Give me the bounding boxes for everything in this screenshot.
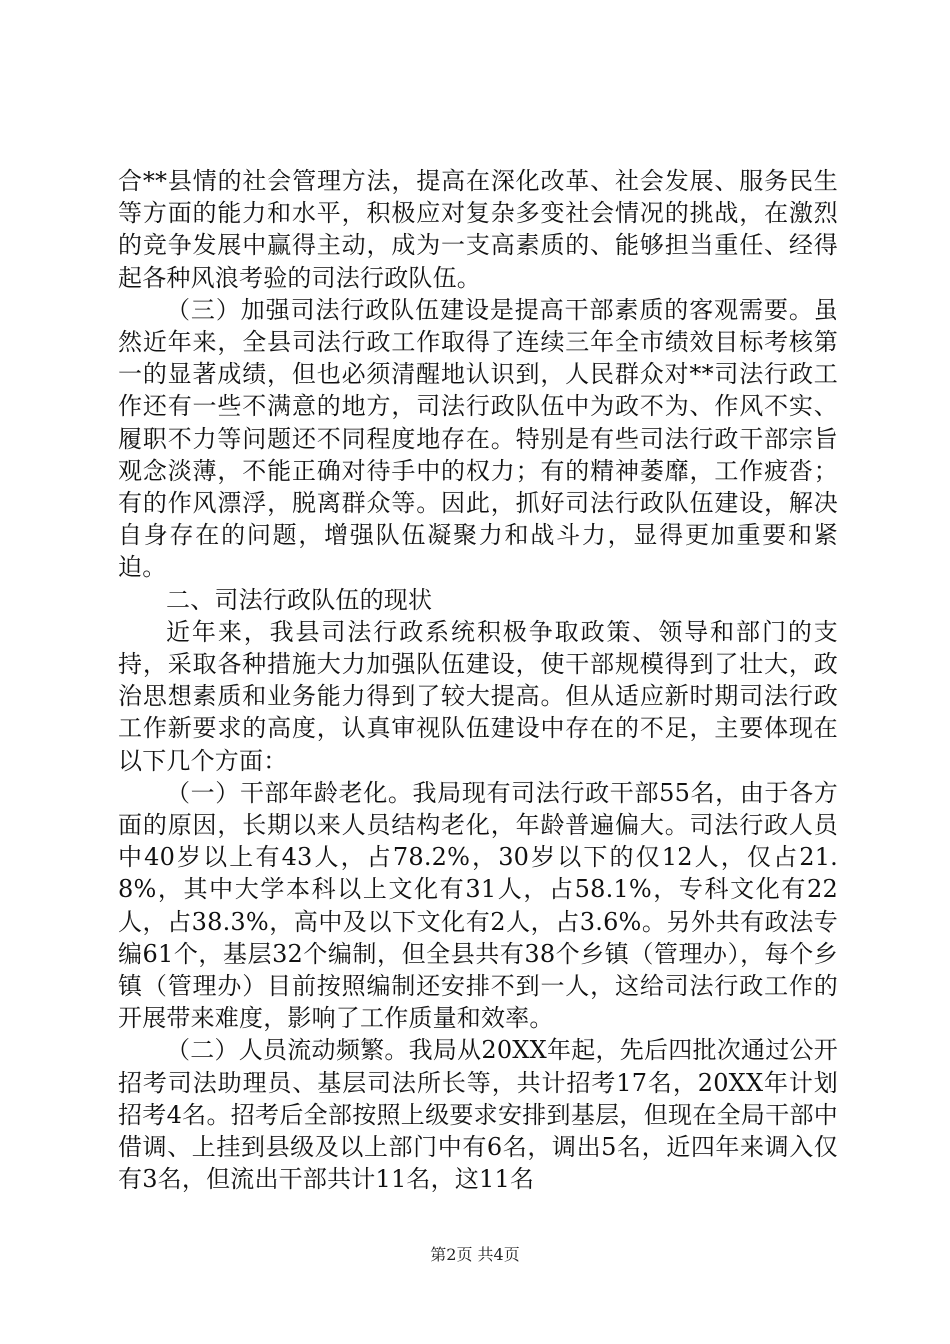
paragraph-section-three: （三）加强司法行政队伍建设是提高干部素质的客观需要。虽然近年来，全县司法行政工作取得了连续三年全市绩效目标考核第一的显著成绩，但也必须清醒地认识到，人民群众对**司法行政工作还有一些不满意的地方，司法行政队伍中为政不为、作风不实、履职不力等问题还不同程度地存在。特别是有些司法行政干部宗旨观念淡薄，不能正确对待手中的权力；有的精神萎靡，工作疲沓；有的作风漂浮，脱离群众等。因此，抓好司法行政队伍建设，解决自身存在的问题，增强队伍凝聚力和战斗力，显得更加重要和紧迫。 [118, 295, 838, 582]
paragraph-item-one: （一）干部年龄老化。我局现有司法行政干部55名，由于各方面的原因，长期以来人员结构老化，年龄普遍偏大。司法行政人员中40岁以上有43人，占78.2%，30岁以下的仅12人，仅占21.8%，其中大学本科以上文化有31人，占58.1%，专科文化有22人，占38.3%，高中及以下文化有2人，占3.6%。另外共有政法专编61个，基层32个编制，但全县共有38个乡镇（管理办），每个乡镇（管理办）目前按照编制还安排不到一人，这给司法行政工作的开展带来难度，影响了工作质量和效率。 [118, 778, 838, 1033]
section-heading: 二、司法行政队伍的现状 [166, 585, 433, 614]
paragraph-continuation: 合**县情的社会管理方法，提高在深化改革、社会发展、服务民生等方面的能力和水平，积极应对复杂多变社会情况的挑战，在激烈的竞争发展中赢得主动，成为一支高素质的、能够担当重任、经得起各种风浪考验的司法行政队伍。 [118, 167, 838, 292]
paragraph-item-two: （二）人员流动频繁。我局从20XX年起，先后四批次通过公开招考司法助理员、基层司法所长等，共计招考17名，20XX年计划招考4名。招考后全部按照上级要求安排到基层，但现在全局干部中借调、上挂到县级及以上部门中有6名，调出5名，近四年来调入仅有3名，但流出干部共计11名，这11名 [118, 1036, 838, 1194]
document-body [118, 165, 838, 1196]
paragraph-intro: 近年来，我县司法行政系统积极争取政策、领导和部门的支持，采取各种措施大力加强队伍建设，使干部规模得到了壮大，政治思想素质和业务能力得到了较大提高。但从适应新时期司法行政工作新要求的高度，认真审视队伍建设中存在的不足，主要体现在以下几个方面： [118, 617, 838, 775]
page-footer: 第2页 共4页 [430, 1245, 520, 1264]
